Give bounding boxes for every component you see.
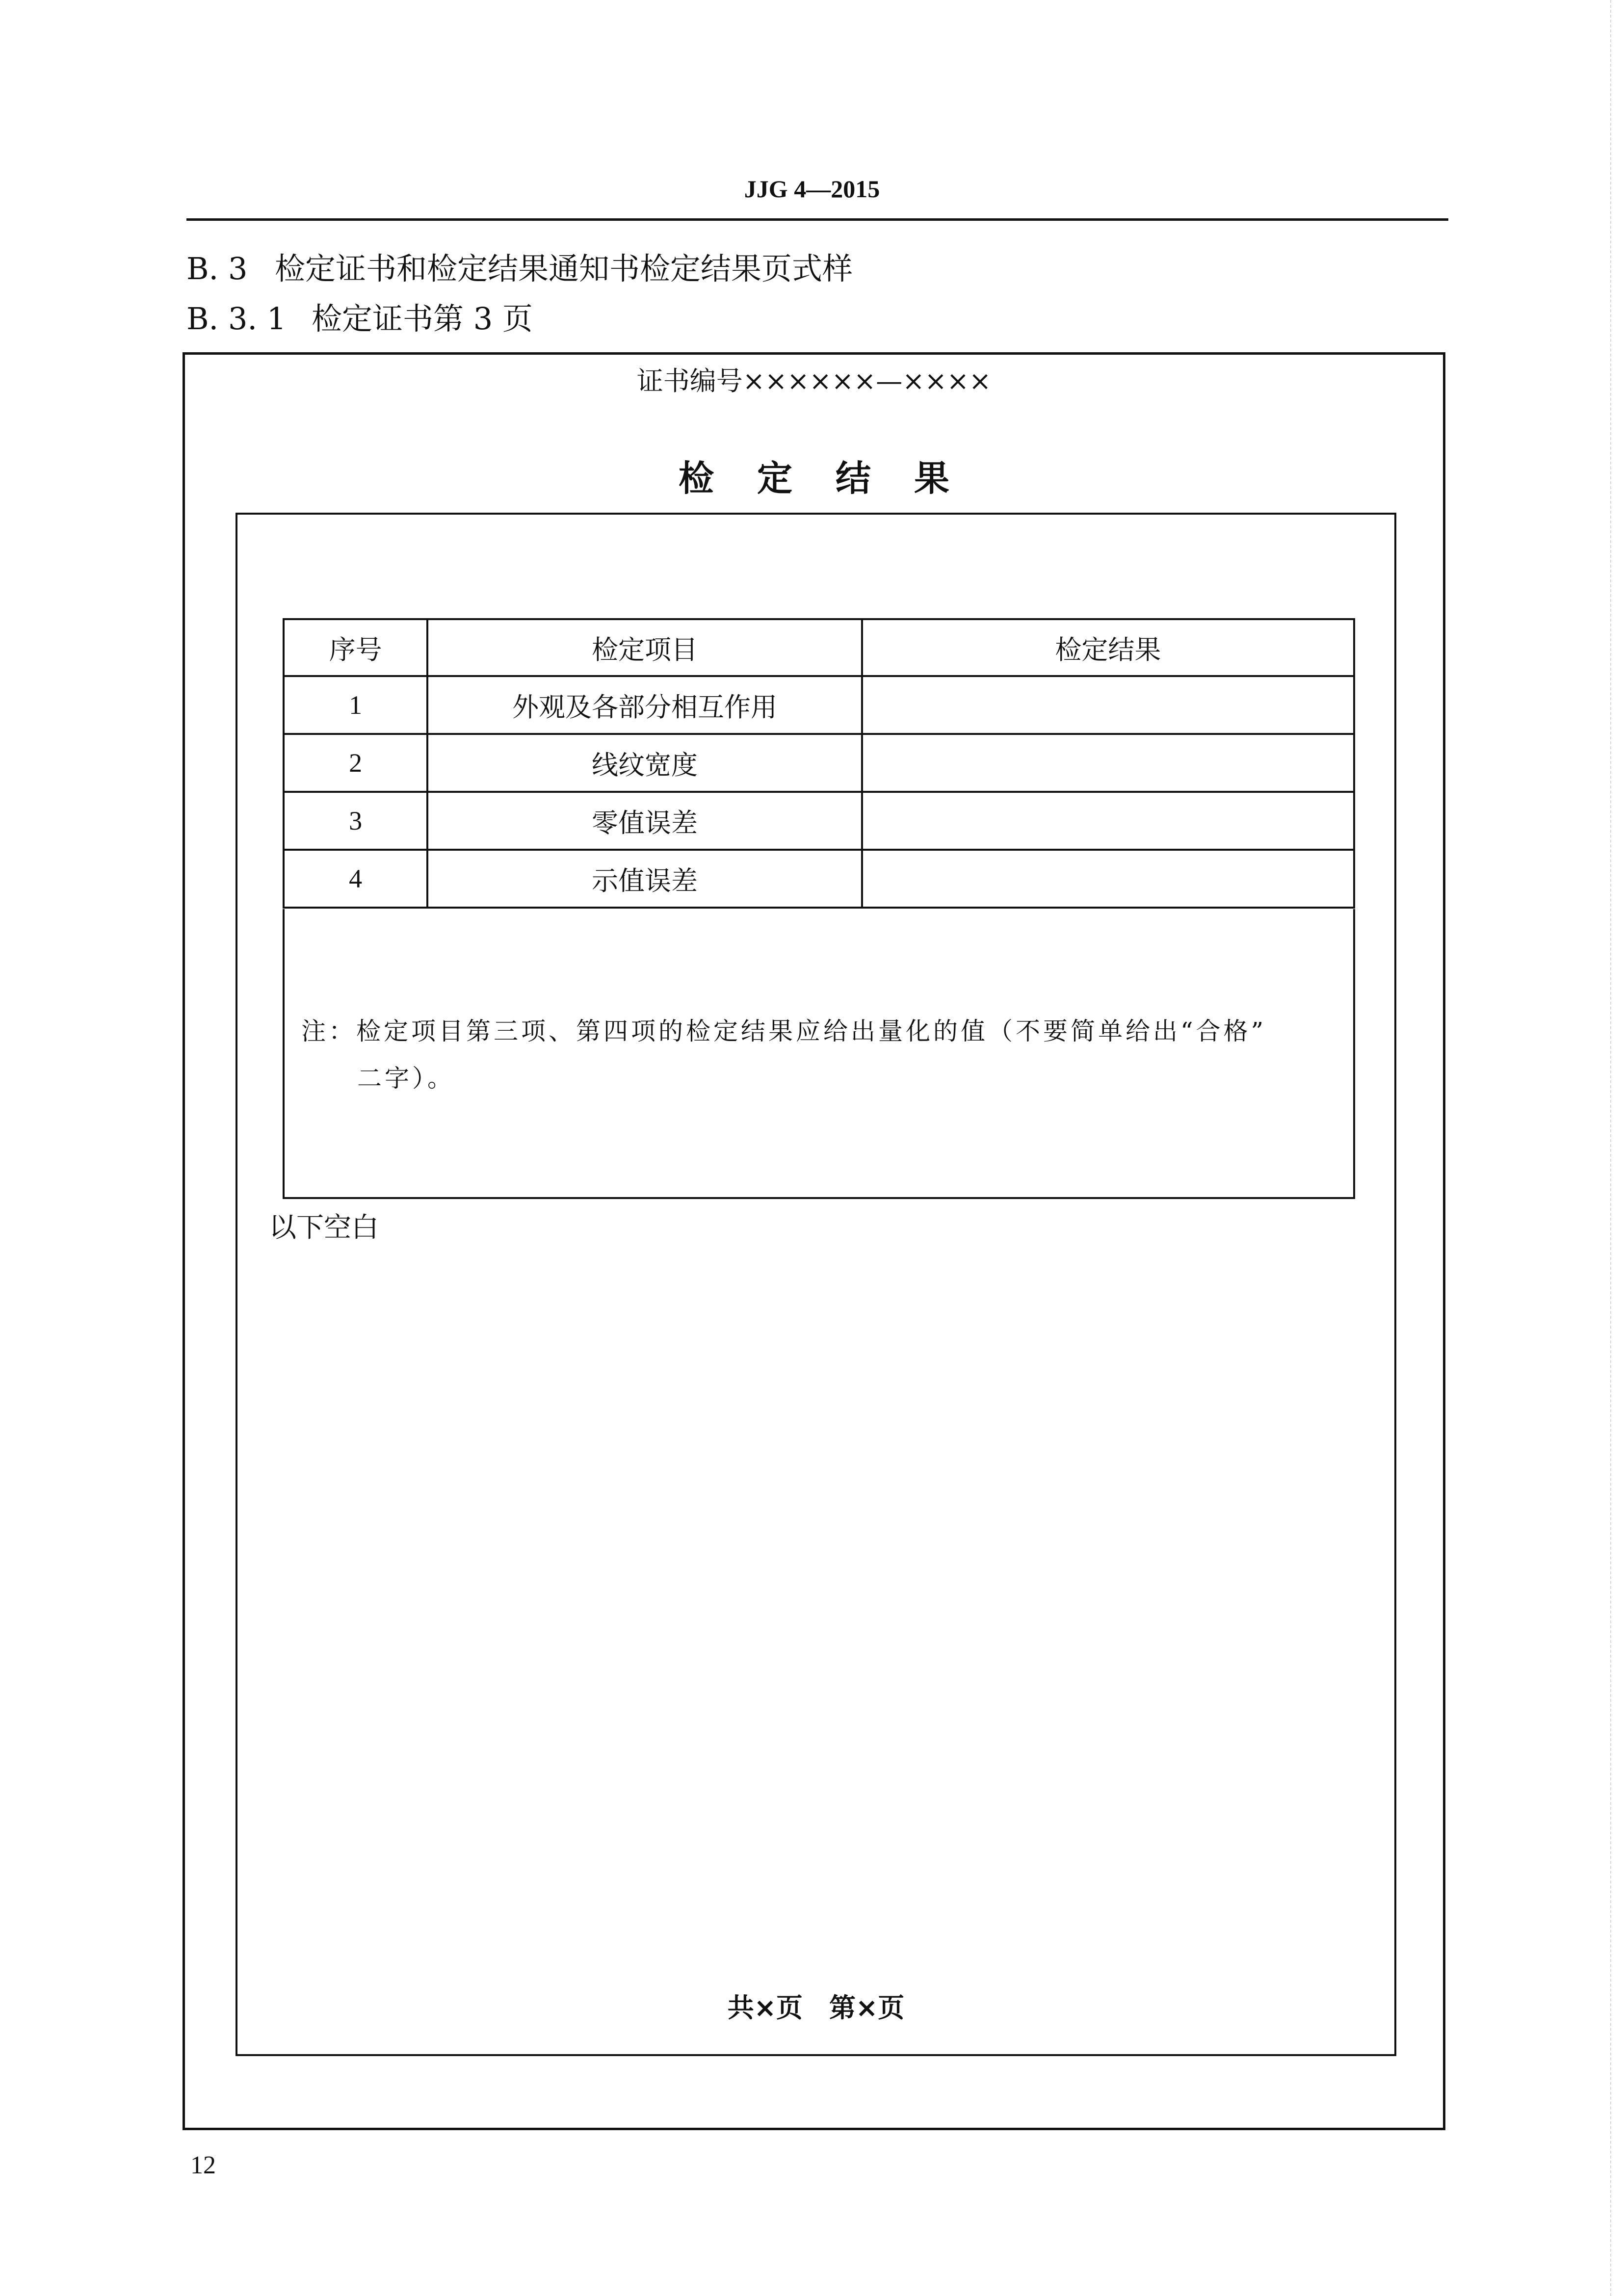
section-b31-number: B. 3. 1 [186, 301, 287, 337]
row-item: 零值误差 [427, 792, 862, 850]
row-result [862, 734, 1354, 792]
scan-artifact-line [1610, 0, 1611, 2296]
header-rule [186, 218, 1448, 221]
document-code: JJG 4—2015 [744, 175, 880, 203]
row-result [862, 850, 1354, 908]
table-header-row [284, 619, 1354, 676]
row-no: 1 [284, 676, 427, 734]
section-b3-heading [186, 249, 853, 288]
note-line-1: 注：检定项目第三项、第四项的检定结果应给出量化的值（不要简单给出“合格” [301, 1017, 1267, 1045]
row-no: 4 [284, 850, 427, 908]
section-b31-title: 检定证书第 3 页 [312, 301, 533, 337]
table-row [284, 676, 1354, 734]
row-item: 外观及各部分相互作用 [427, 676, 862, 734]
row-no: 2 [284, 734, 427, 792]
table-row [284, 850, 1354, 908]
certificate-page-count: 共×页 第×页 [727, 1992, 905, 2023]
row-item: 示值误差 [427, 850, 862, 908]
row-result [862, 792, 1354, 850]
header-result: 检定结果 [862, 619, 1354, 676]
section-b31-heading [186, 299, 533, 339]
header-no: 序号 [284, 619, 427, 676]
section-b3-number: B. 3 [186, 251, 248, 287]
blank-below-mark: 以下空白 [269, 1212, 379, 1244]
certificate-title: 检定结果 [678, 458, 993, 499]
note-line-2: 二字）。 [357, 1064, 455, 1093]
row-result [862, 676, 1354, 734]
certificate-number: 证书编号××××××—×××× [636, 365, 992, 396]
section-b3-title: 检定证书和检定结果通知书检定结果页式样 [275, 251, 853, 287]
header-item: 检定项目 [427, 619, 862, 676]
table-row [284, 734, 1354, 792]
results-table [283, 618, 1355, 909]
row-no: 3 [284, 792, 427, 850]
table-row [284, 792, 1354, 850]
page-number: 12 [190, 2151, 216, 2179]
row-item: 线纹宽度 [427, 734, 862, 792]
